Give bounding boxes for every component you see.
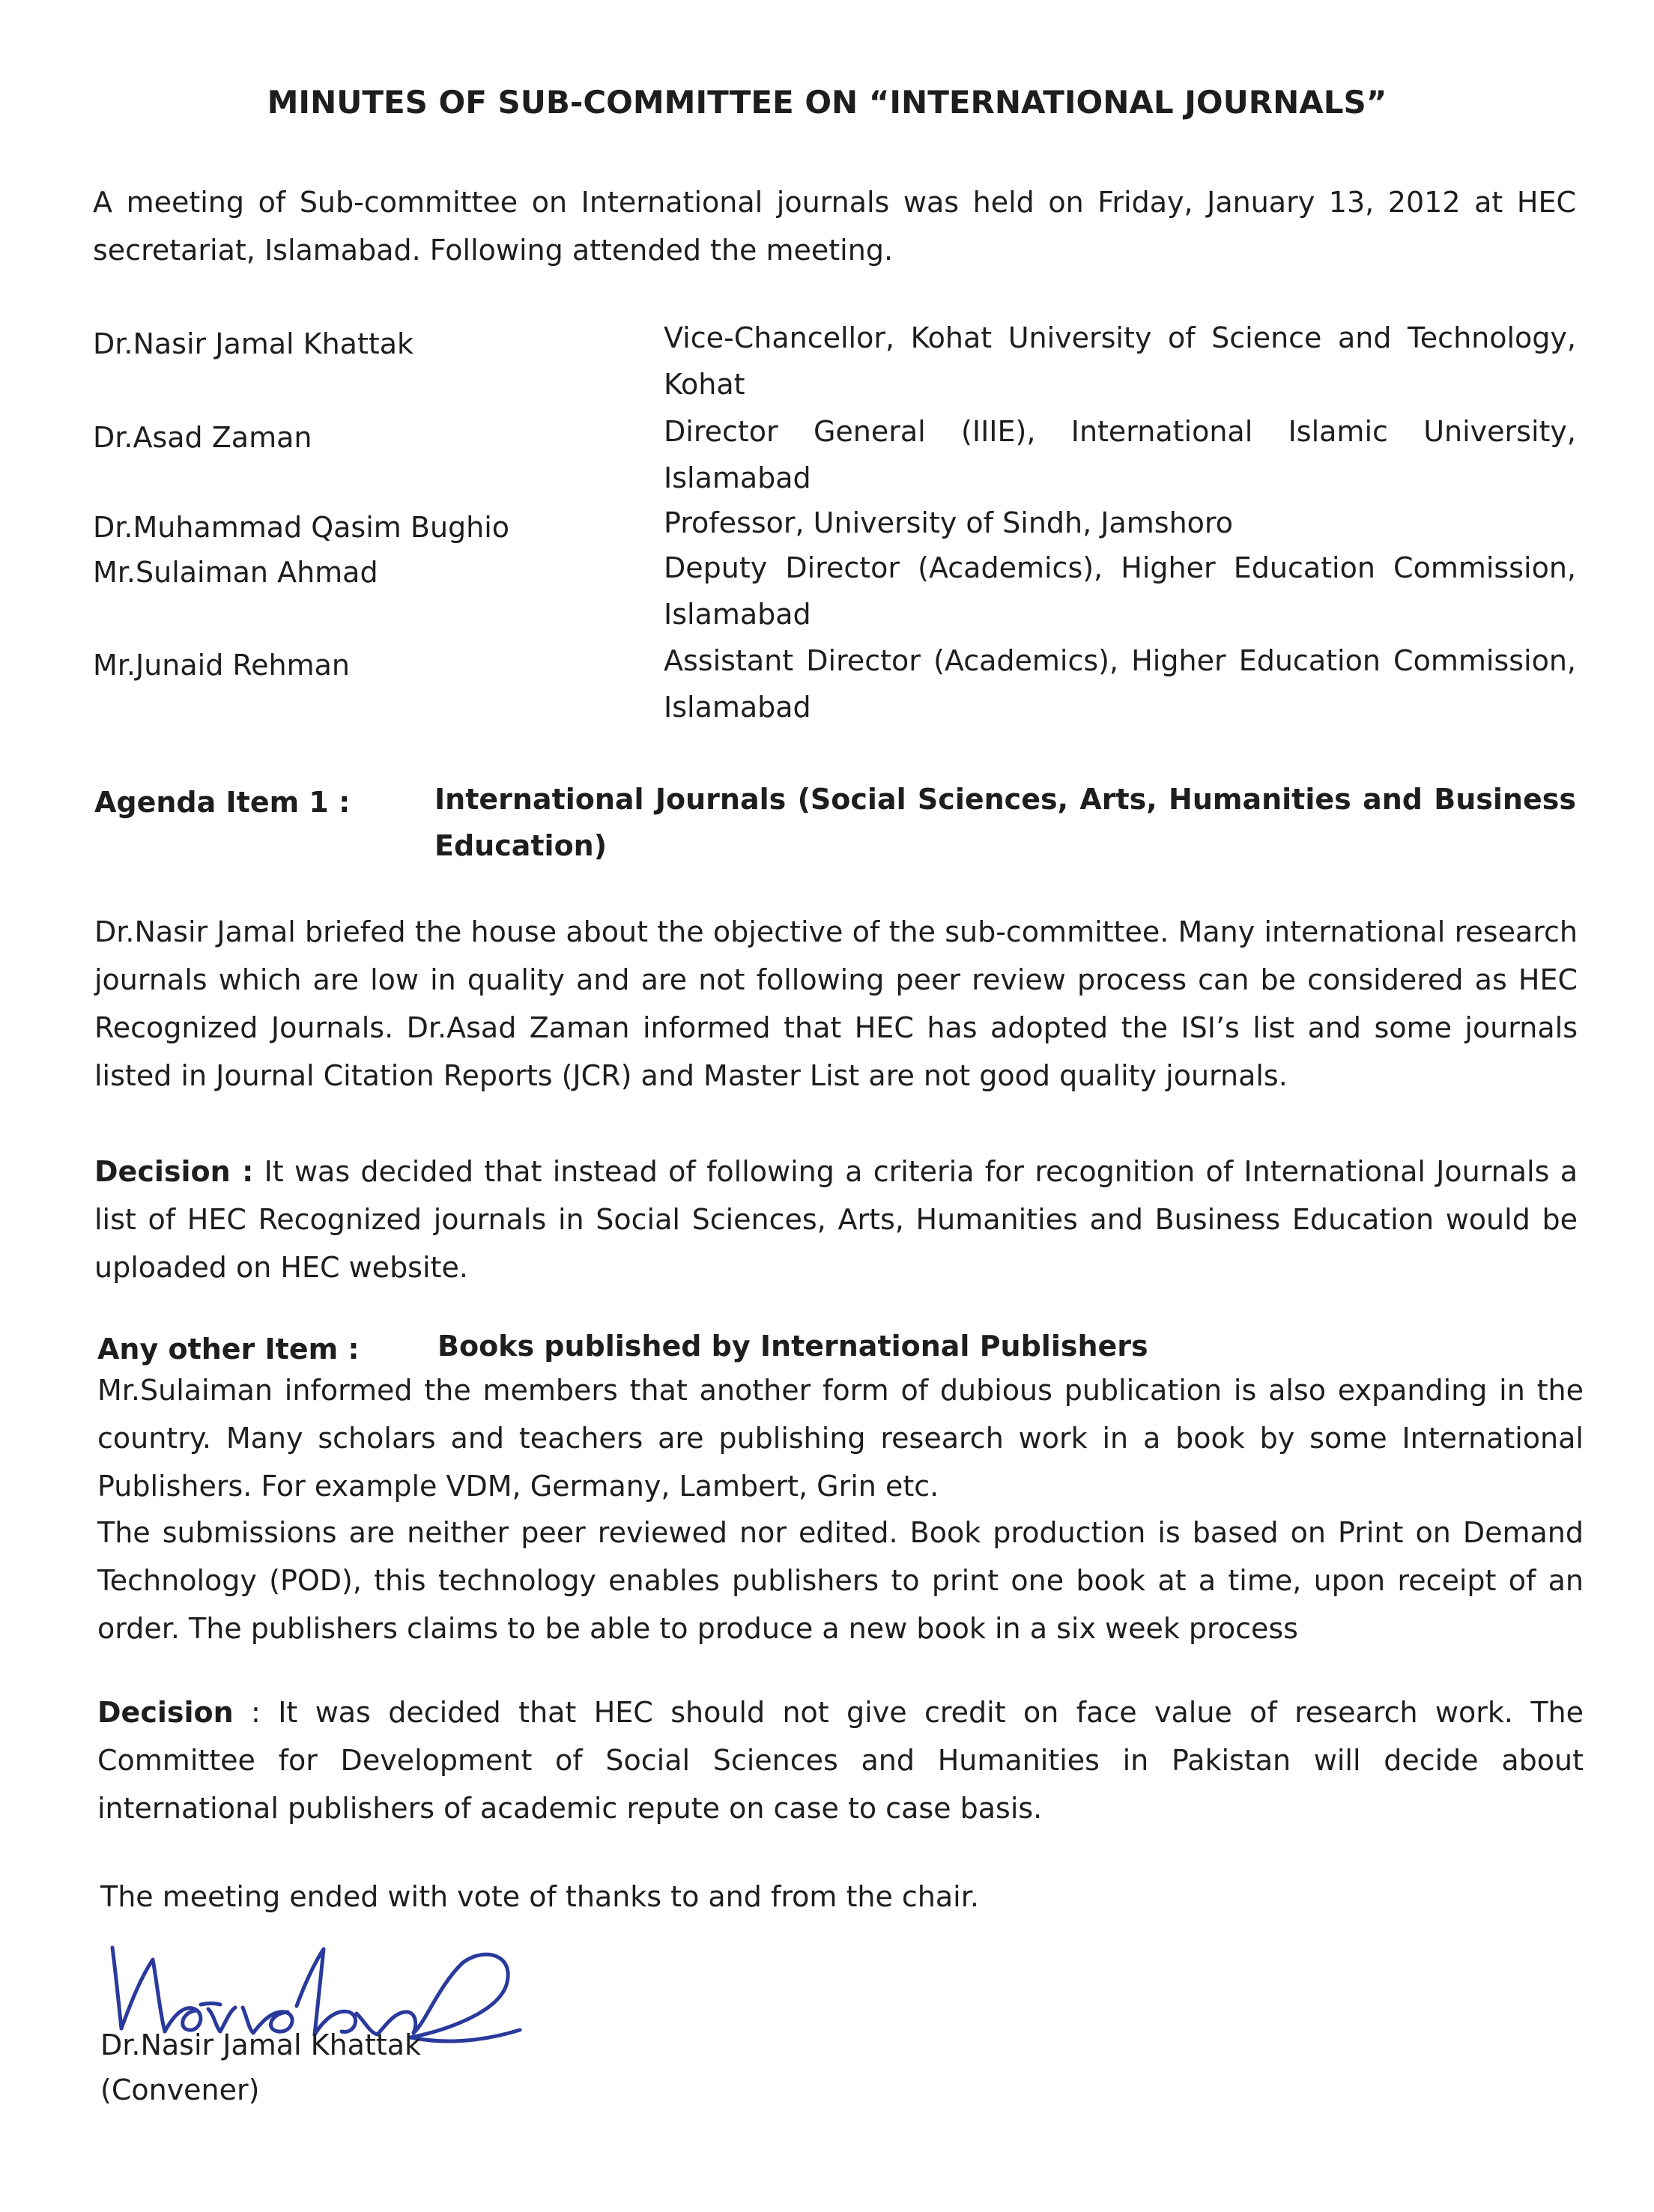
document-title: MINUTES OF SUB-COMMITTEE ON “INTERNATIONAL JOURNALS” [267,84,1387,121]
decision-label: Decision [97,1696,234,1729]
other-item-body: Mr.Sulaiman informed the members that another form of dubious publication is also expanding in the country. Many scholars and teachers are publishing research work in a book by some International Publishers. For example VDM, Germany, Lambert, Grin etc. [97,1374,1584,1503]
closing-line: The meeting ended with vote of thanks to and from the chair. [100,1880,979,1913]
agenda-item-body: Dr.Nasir Jamal briefed the house about the objective of the sub-committee. Many international research journals which are low in quality and are not following peer review process can be considered as HEC Recognized Journals. Dr.Asad Zaman informed that HEC has adopted the ISI’s list and some journals listed in Journal Citation Reports (JCR) and Master List are not good quality journals. [94,915,1578,1092]
attendee-name: Dr.Nasir Jamal Khattak [93,327,414,360]
attendee-role: Vice-Chancellor, Kohat University of Science and Technology, Kohat [664,321,1576,401]
other-item-decision [97,1688,1584,1832]
attendee-role: Professor, University of Sindh, Jamshoro [664,506,1233,539]
agenda-item-decision [94,1148,1578,1291]
decision-label: Decision : [94,1155,254,1188]
other-item-label: Any other Item : [97,1333,360,1366]
attendee-role: Assistant Director (Academics), Higher Education Commission, Islamabad [664,644,1576,724]
signatory-name: Dr.Nasir Jamal Khattak [100,2028,422,2061]
attendee-name: Dr.Muhammad Qasim Bughio [93,511,510,544]
attendee-name: Mr.Sulaiman Ahmad [93,556,378,589]
attendee-name: Dr.Asad Zaman [93,421,312,454]
signatory-role: (Convener) [100,2073,260,2106]
other-item-heading: Books published by International Publishers [437,1330,1148,1363]
other-item-body-2: The submissions are neither peer reviewed nor edited. Book production is based on Print on Demand Technology (POD), this technology enables publishers to print one book at a time, upon receipt of an order. The publishers claims to be able to produce a new book in a six week process [97,1516,1584,1645]
decision-text: : It was decided that HEC should not give credit on face value of research work. The Committee for Development of Social Sciences and Humanities in Pakistan will decide about international publishers of academic repute on case to case basis. [97,1696,1584,1825]
attendee-role: Director General (IIIE), International Islamic University, Islamabad [664,415,1576,494]
agenda-item-label: Agenda Item 1 : [94,786,351,819]
attendee-role: Deputy Director (Academics), Higher Education Commission, Islamabad [664,551,1576,631]
agenda-item-heading: International Journals (Social Sciences, Arts, Humanities and Business Education) [434,783,1576,862]
attendee-name: Mr.Junaid Rehman [93,649,350,682]
intro-paragraph: A meeting of Sub-committee on International journals was held on Friday, January 13, 2012 at HEC secretariat, Islamabad. Following attended the meeting. [93,186,1576,267]
decision-text: It was decided that instead of following a criteria for recognition of International Journals a list of HEC Recognized journals in Social Sciences, Arts, Humanities and Business Education would be uploaded on HEC website. [94,1155,1578,1284]
